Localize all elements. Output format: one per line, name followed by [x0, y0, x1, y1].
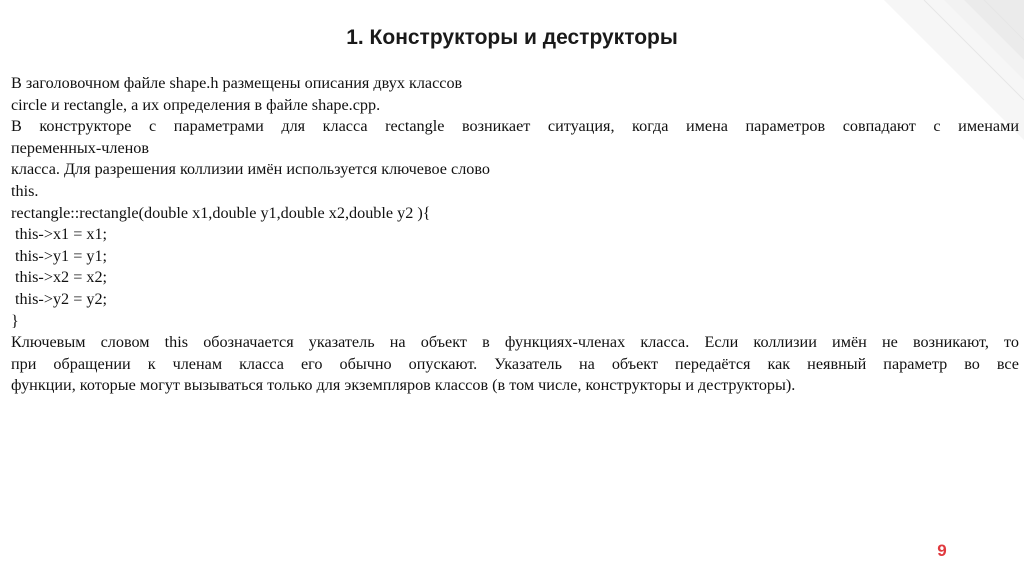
code-line: }	[11, 311, 19, 330]
body-line: this.	[11, 181, 39, 200]
body-line: функции, которые могут вызываться только для экземпляров классов (в том числе, конструкторы и деструкторы).	[11, 376, 796, 395]
body-line: при обращении к членам класса его обычно опускают. Указатель на объект передаётся как неявный параметр во все	[11, 354, 1019, 373]
body-line: класса. Для разрешения коллизии имён используется ключевое слово	[11, 160, 491, 179]
body-line: В конструкторе с параметрами для класса rectangle возникает ситуация, когда имена параметров совпадают с именами	[11, 117, 1019, 136]
slide-title: 1. Конструкторы и деструкторы	[346, 26, 678, 49]
code-line: this->y1 = y1;	[11, 246, 108, 265]
body-line: circle и rectangle, а их определения в файле shape.cpp.	[11, 95, 381, 114]
code-line: this->x1 = x1;	[11, 225, 108, 244]
slide-body	[11, 73, 1019, 397]
code-line: rectangle::rectangle(double x1,double y1,double x2,double y2 ){	[11, 203, 431, 222]
body-line: переменных-членов	[11, 138, 150, 157]
code-line: this->y2 = y2;	[11, 289, 108, 308]
body-line: Ключевым словом this обозначается указатель на объект в функциях-членах класса. Если коллизии имён не возникают, то	[11, 333, 1019, 352]
page-number: 9	[937, 541, 947, 560]
body-line: В заголовочном файле shape.h размещены описания двух классов	[11, 74, 463, 92]
code-line: this->x2 = x2;	[11, 268, 108, 287]
